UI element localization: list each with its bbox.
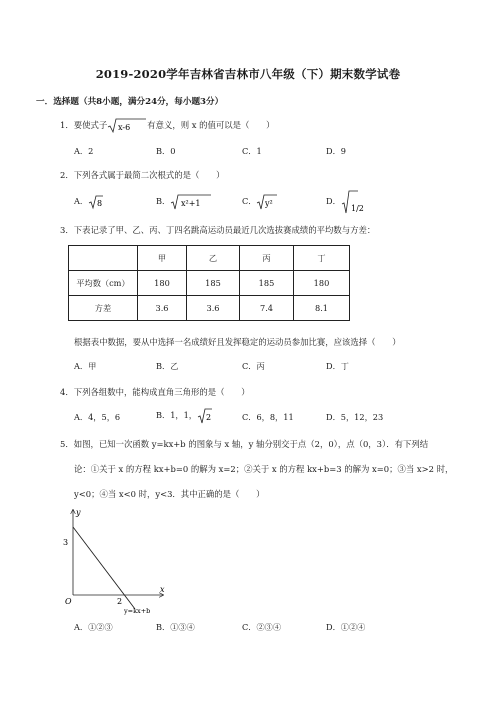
- q2-option-a[interactable]: [74, 195, 104, 209]
- q1-option-d[interactable]: D．9: [326, 146, 346, 156]
- table-cell: 丁: [294, 246, 350, 271]
- q2-option-d-label: D．: [326, 196, 341, 206]
- line-equation-label: y=kx+b: [124, 607, 151, 615]
- x-intercept-label: 2: [117, 597, 123, 606]
- table-cell: 7.4: [240, 296, 294, 321]
- q3-option-a[interactable]: A．甲: [74, 361, 97, 371]
- table-cell: 8.1: [294, 296, 350, 321]
- radicand-2: 2: [206, 413, 212, 422]
- athlete-stats-table: [68, 245, 350, 321]
- q5-option-d[interactable]: D．①②④: [326, 622, 366, 632]
- q1-option-b[interactable]: B．0: [156, 146, 176, 156]
- table-cell: 丙: [240, 246, 294, 271]
- q3-option-c[interactable]: C．丙: [242, 361, 265, 371]
- q5-option-c[interactable]: C．②③④: [242, 622, 282, 632]
- question-3-follow-up: 根据表中数据，要从中选择一名成绩好且发挥稳定的运动员参加比赛，应该选择（ ）: [74, 337, 401, 347]
- y-axis-label: y: [76, 508, 81, 517]
- question-1-stem-pre: 1．要使式子: [60, 120, 108, 130]
- table-row: [69, 296, 350, 321]
- table-row: [69, 271, 350, 296]
- table-cell: 180: [294, 271, 350, 296]
- table-cell: 185: [240, 271, 294, 296]
- table-cell: 甲: [138, 246, 187, 271]
- q4-option-b-label: B．1，1，: [156, 410, 197, 420]
- sqrt-x-minus-6: [107, 118, 147, 133]
- table-header-row: [69, 246, 350, 271]
- q2-option-b[interactable]: [156, 194, 212, 210]
- sqrt-y-squared: [256, 194, 278, 210]
- q1-option-c[interactable]: C．1: [242, 146, 262, 156]
- q3-option-d[interactable]: D．丁: [326, 361, 349, 371]
- radicand-y-squared: y²: [265, 199, 274, 208]
- table-cell: 乙: [187, 246, 240, 271]
- page-title: 2019-2020学年吉林省吉林市八年级（下）期末数学试卷: [95, 67, 401, 81]
- radicand-x-minus-6: x-6: [118, 123, 131, 132]
- question-5-line-1: 5．如图，已知一次函数 y=kx+b 的图象与 x 轴，y 轴分别交于点（2，0），点（0，3）．有下列结: [60, 439, 429, 449]
- table-cell: 方差: [69, 296, 138, 321]
- q2-option-c-label: C．: [242, 196, 257, 206]
- sqrt-x-squared-plus-1: [170, 194, 212, 210]
- q4-option-c[interactable]: C．6，8，11: [242, 412, 294, 422]
- table-cell: [69, 246, 138, 271]
- radicand-8: 8: [97, 199, 103, 208]
- table-cell: 180: [138, 271, 187, 296]
- table-cell: 3.6: [187, 296, 240, 321]
- q4-option-d[interactable]: D．5，12，23: [326, 412, 384, 422]
- sqrt-8: [88, 195, 104, 209]
- radicand-x-squared-plus-1: x²+1: [181, 199, 201, 208]
- table-cell: 3.6: [138, 296, 187, 321]
- table-cell: 185: [187, 271, 240, 296]
- sqrt-2: [197, 408, 213, 424]
- sqrt-one-half: [341, 190, 364, 214]
- q2-option-a-label: A．: [74, 196, 89, 206]
- q1-option-a[interactable]: A．2: [74, 146, 94, 156]
- question-1-stem-post: 有意义，则 x 的值可以是（ ）: [147, 120, 275, 130]
- q5-option-a[interactable]: A．①②③: [74, 622, 113, 632]
- radicand-one-half: 1/2: [350, 204, 364, 213]
- table-cell: 平均数（cm）: [69, 271, 138, 296]
- y-intercept-label: 3: [63, 538, 69, 547]
- question-5-line-3: y<0；④当 x<0 时，y<3．其中正确的是（ ）: [74, 489, 265, 499]
- q2-option-c[interactable]: [242, 194, 278, 210]
- q4-option-b[interactable]: [156, 408, 213, 424]
- question-1: [60, 118, 275, 133]
- x-axis-label: x: [160, 585, 165, 594]
- question-3-stem: 3．下表记录了甲、乙、丙、丁四名跳高运动员最近几次选拔赛成绩的平均数与方差：: [60, 225, 376, 235]
- question-5-line-2: 论：①关于 x 的方程 kx+b=0 的解为 x=2；②关于 x 的方程 kx+b=3 的解为 x=0；③当 x>2 时，: [74, 464, 454, 474]
- q2-option-b-label: B．: [156, 196, 171, 206]
- q5-option-b[interactable]: B．①③④: [156, 622, 195, 632]
- origin-label: O: [65, 597, 72, 606]
- linear-function-graph: [60, 505, 170, 615]
- question-4-stem: 4．下列各组数中，能构成直角三角形的是（ ）: [60, 387, 250, 397]
- q2-option-d[interactable]: [326, 190, 364, 214]
- function-line: [73, 527, 135, 609]
- question-2-stem: 2．下列各式属于最简二次根式的是（ ）: [60, 170, 225, 180]
- q4-option-a[interactable]: A．4，5，6: [74, 412, 121, 422]
- q3-option-b[interactable]: B．乙: [156, 361, 179, 371]
- section-heading: 一．选择题（共8小题，满分24分，每小题3分）: [36, 97, 224, 107]
